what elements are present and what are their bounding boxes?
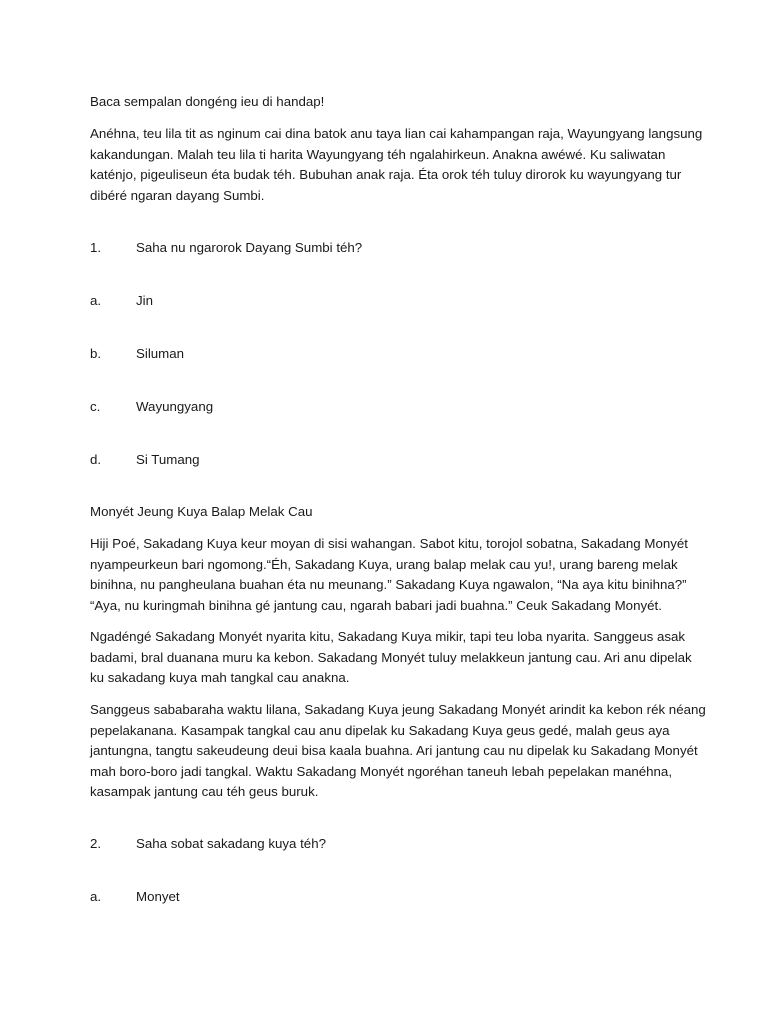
question2-text: Saha sobat sakadang kuya téh?	[136, 836, 326, 851]
story2-title-text: Monyét Jeung Kuya Balap Melak Cau	[90, 504, 313, 519]
question1-text: Saha nu ngarorok Dayang Sumbi téh?	[136, 240, 363, 255]
question2-number: 2.	[90, 836, 102, 851]
instruction-text	[90, 92, 690, 113]
option-letter: b.	[90, 346, 102, 361]
story2-line: mah boro-boro jadi tangkal. Waktu Sakadang Monyét ngoréhan taneuh lebah pepelakan manéhna,	[90, 763, 673, 779]
option-text: Wayungyang	[136, 399, 214, 414]
story1-line: dibéré ngaran dayang Sumbi.	[90, 187, 265, 203]
option-text: Si Tumang	[136, 452, 200, 467]
option-text: Monyet	[136, 889, 180, 904]
story2-title	[90, 502, 690, 523]
option-letter: a.	[90, 293, 102, 308]
story1-line: kakandungan. Malah teu lila ti harita Wayungyang téh ngalahirkeun. Anakna awéwé. Ku saliwatan	[90, 146, 666, 162]
option-letter: a.	[90, 889, 102, 904]
story2-line: jantungna, tangtu sakeudeung deui bisa kaala buahna. Ari jantung cau nu dipelak ku Sakadang Monyét	[90, 743, 698, 758]
option-letter: c.	[90, 399, 101, 414]
story2-line: binihna, nu pangheulana buahan éta nu meunang.” Sakadang Kuya ngawalon, “Na aya kitu binihna?”	[90, 577, 687, 592]
story2-line: Hiji Poé, Sakadang Kuya keur moyan di sisi wahangan. Sabot kitu, torojol sobatna, Sakadang Monyét	[90, 536, 688, 551]
story2-paragraph-3	[90, 700, 706, 803]
story1-line: katénjo, pigeuliseun éta budak téh. Bubuhan anak raja. Éta orok téh tuluy dirorok ku wayungyang tur	[90, 167, 682, 182]
story2-line: ku sakadang kuya mah tangkal cau anakna.	[90, 670, 350, 685]
story2-line: kasampak jantung cau téh geus buruk.	[90, 784, 319, 799]
story1-line: Anéhna, teu lila tit as nginum cai dina batok anu taya lian cai kahampangan raja, Wayungyang langsung	[90, 126, 703, 141]
story2-line: pepelakanana. Kasampak tangkal cau anu dipelak ku Sakadang Kuya geus gedé, malah geus aya	[90, 722, 670, 738]
option-text: Siluman	[136, 346, 185, 361]
story2-paragraph-2	[90, 627, 690, 689]
question1-number: 1.	[90, 240, 102, 255]
story2-line: “Aya, nu kuringmah binihna gé jantung cau, ngarah babari jadi buahna.” Ceuk Sakadang Monyét.	[90, 597, 662, 613]
story2-line: nyampeurkeun bari ngomong.“Éh, Sakadang Kuya, urang balap melak cau yu!, urang bareng melak	[90, 556, 678, 572]
story2-line: Sanggeus sababaraha waktu lilana, Sakadang Kuya jeung Sakadang Monyét arindit ka kebon rék néang	[90, 702, 706, 717]
option-text: Jin	[136, 293, 153, 308]
story2-line: badami, bral duanana muru ka kebon. Sakadang Monyét tuluy melakkeun jantung cau. Ari anu dipelak	[90, 649, 692, 665]
story2-line: Ngadéngé Sakadang Monyét nyarita kitu, Sakadang Kuya mikir, tapi teu loba nyarita. Sanggeus asak	[90, 629, 686, 644]
story2-paragraph-1	[90, 534, 690, 616]
story1-paragraph	[90, 124, 703, 206]
option-letter: d.	[90, 452, 102, 467]
instruction-line: Baca sempalan dongéng ieu di handap!	[90, 94, 325, 109]
